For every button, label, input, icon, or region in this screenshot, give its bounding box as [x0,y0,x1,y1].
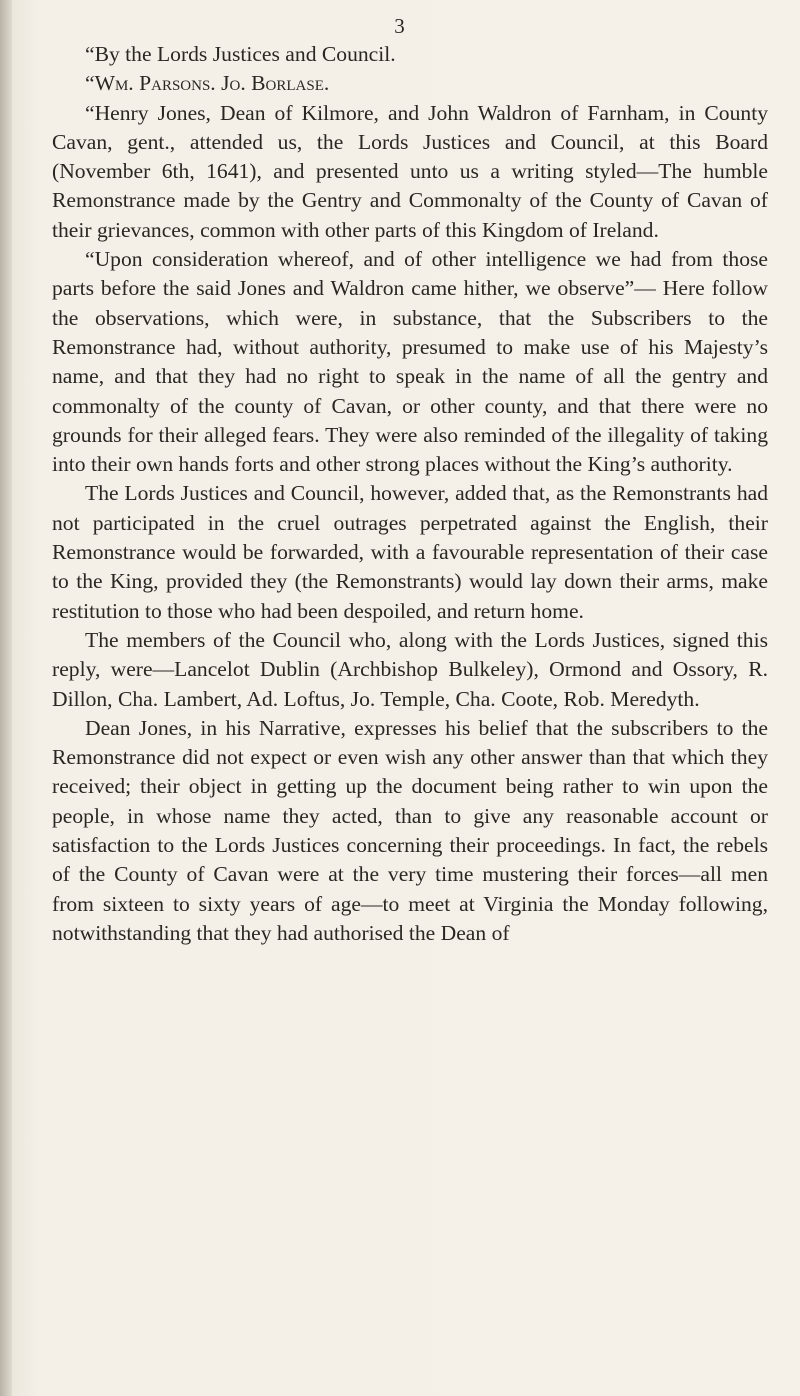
paragraph-observations: “Upon consideration whereof, and of other intelligence we had from those parts before the said Jones and Waldron came hither, we observe”— Here follow the observations, which were, in substance, that the Subscribers to the Remonstrance had, without authority, presumed to make use of his Majesty’s name, and that they had no right to speak in the name of all the gentry and commonalty of the county of Cavan, or other county, and that there were no grounds for their alleged fears. They were also reminded of the illegality of taking into their own hands forts and other strong places without the King’s authority. [52,247,768,477]
page-binding-edge [0,0,12,1396]
paragraph-heading: “By the Lords Justices and Council. [85,42,396,66]
body-text [52,40,768,948]
paragraph-conditions: The Lords Justices and Council, however, added that, as the Remonstrants had not participated in the cruel outrages perpetrated against the English, their Remonstrance would be forwarded, with a favourable representation of their case to the King, provided they (the Remonstrants) would lay down their arms, make restitution to those who had been despoiled, and return home. [52,481,768,623]
paragraph-dean-narrative: Dean Jones, in his Narrative, expresses his belief that the subscribers to the Remonstrance did not expect or even wish any other answer than that which they received; their object in getting up the document being rather to win upon the people, in whose name they acted, than to give any reasonable account or satisfaction to the Lords Justices concerning their proceedings. In fact, the rebels of the County of Cavan were at the very time mustering their forces—all men from sixteen to sixty years of age—to meet at Virginia the Monday following, notwithstanding that they had authorised the Dean of [52,715,768,945]
paragraph-attendance: “Henry Jones, Dean of Kilmore, and John Waldron of Farnham, in County Cavan, gent., attended us, the Lords Justices and Council, at this Board (November 6th, 1641), and presented unto us a writing styled—The humble Remonstrance made by the Gentry and Commonalty of the County of Cavan of their grievances, common with other parts of this Kingdom of Ireland. [52,100,768,242]
page-number: 3 [394,14,406,38]
paragraph-council-members: The members of the Council who, along with the Lords Justices, signed this reply, were—Lancelot Dublin (Archbishop Bulkeley), Ormond and Ossory, R. Dillon, Cha. Lambert, Ad. Loftus, Jo. Temple, Cha. Coote, Rob. Meredyth. [52,627,768,711]
paragraph-signatories: “Wm. Parsons. Jo. Borlase. [85,71,330,96]
